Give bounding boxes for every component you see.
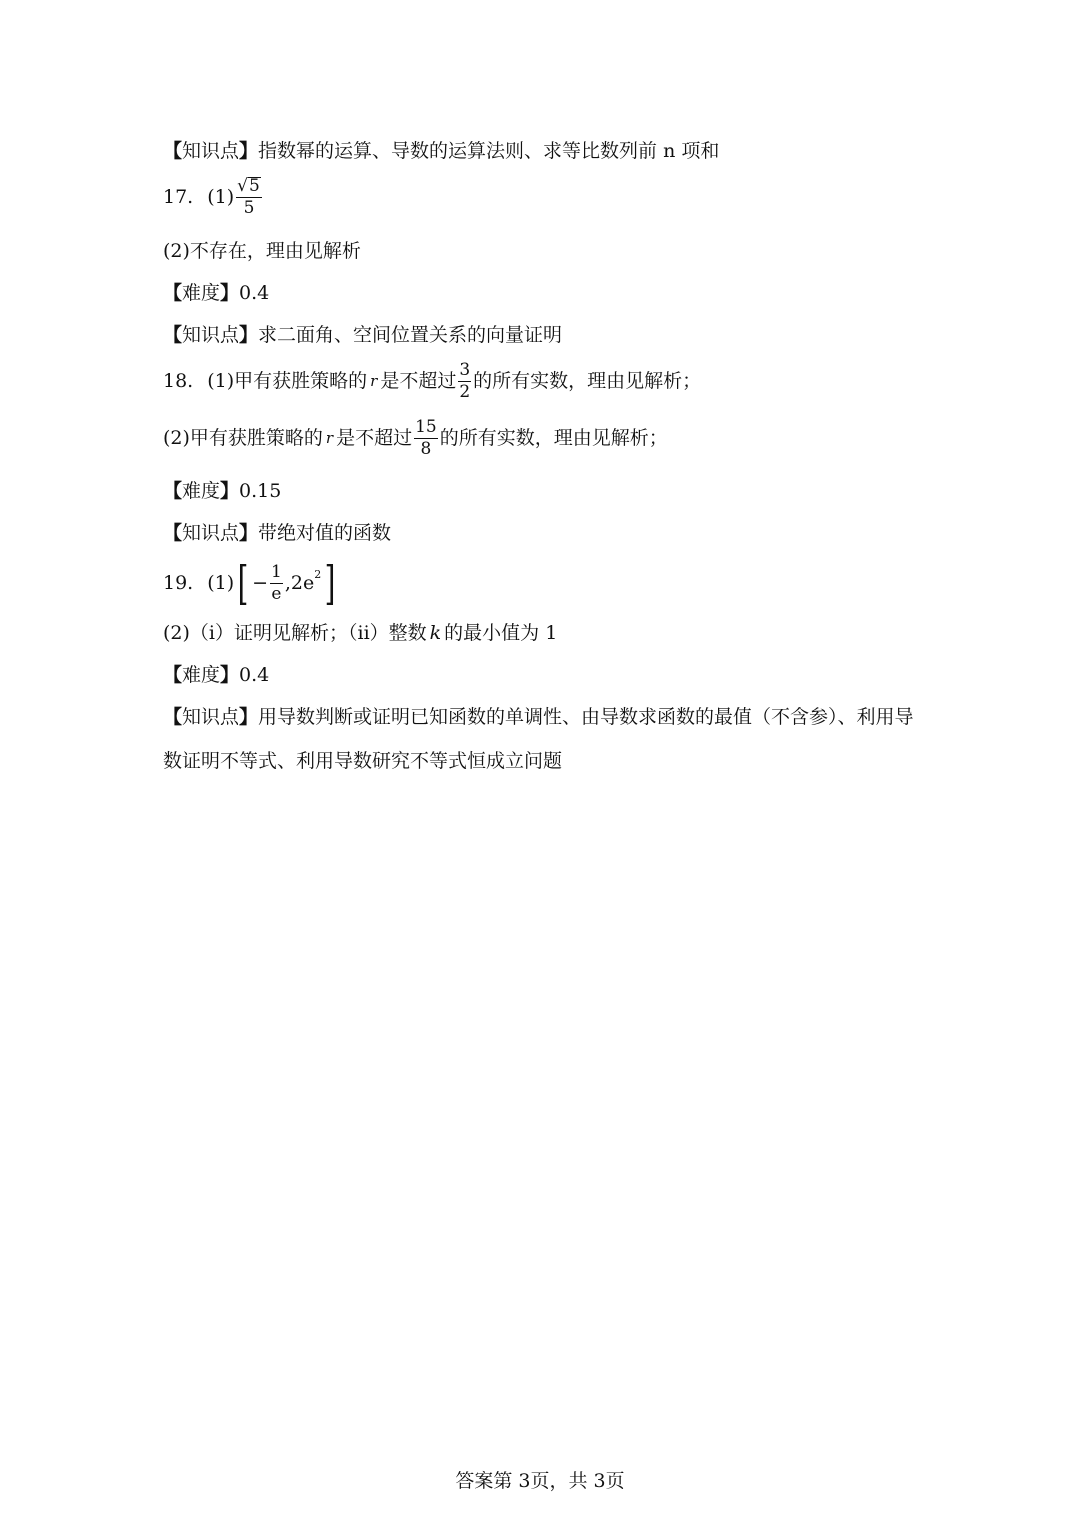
difficulty-value: 0.4 bbox=[239, 282, 270, 304]
right-bracket: ] bbox=[324, 556, 336, 610]
tag-close-bracket: 】 bbox=[239, 140, 259, 162]
fraction-sqrt5-over-5 bbox=[236, 177, 262, 217]
fraction-15-over-8 bbox=[414, 419, 438, 458]
knowledge-point-line bbox=[163, 524, 391, 543]
knowledge-point-line bbox=[163, 142, 719, 161]
tag-close-bracket: 】 bbox=[239, 522, 259, 544]
knowledge-point-text: 数证明不等式、利用导数研究不等式恒成立问题 bbox=[163, 750, 563, 772]
exponent: 2 bbox=[314, 567, 322, 581]
tag-close-bracket: 】 bbox=[239, 706, 259, 728]
fraction-numerator: 15 bbox=[415, 417, 437, 437]
fraction-numerator: 1 bbox=[271, 561, 282, 582]
tag-open-bracket: 【 bbox=[163, 664, 183, 686]
variable-r: r bbox=[325, 429, 334, 447]
interval-upper-bound: ,2e bbox=[284, 571, 315, 594]
tag-close-bracket: 】 bbox=[220, 664, 240, 686]
fraction-1-over-e bbox=[270, 561, 283, 604]
answer-text-prefix: (2)（i）证明见解析；（ii）整数 bbox=[163, 622, 427, 644]
tag-open-bracket: 【 bbox=[163, 522, 183, 544]
part-label: (1) bbox=[207, 185, 235, 208]
tag-label: 知识点 bbox=[182, 324, 240, 346]
question-19-part-2 bbox=[163, 624, 557, 643]
variable-r: r bbox=[370, 372, 378, 390]
tag-label: 难度 bbox=[182, 664, 221, 686]
tag-open-bracket: 【 bbox=[163, 706, 183, 728]
tag-open-bracket: 【 bbox=[163, 282, 183, 304]
tag-close-bracket: 】 bbox=[239, 324, 259, 346]
fraction-3-over-2 bbox=[458, 362, 471, 401]
question-18-part-2 bbox=[163, 419, 668, 458]
tag-open-bracket: 【 bbox=[163, 324, 183, 346]
question-number: 19. bbox=[163, 571, 194, 594]
part-label: (1) bbox=[207, 571, 235, 594]
sqrt-icon: √ bbox=[237, 176, 248, 196]
tag-label: 知识点 bbox=[182, 522, 240, 544]
fraction-numerator: 3 bbox=[459, 360, 471, 380]
answer-text-suffix: 的所有实数，理由见解析； bbox=[439, 427, 668, 449]
answer-text-suffix: 的最小值为 1 bbox=[444, 622, 558, 644]
knowledge-point-text: 指数幂的运算、导数的运算法则、求等比数列前 n 项和 bbox=[258, 140, 720, 162]
variable-k: k bbox=[429, 622, 442, 644]
tag-label: 知识点 bbox=[182, 706, 240, 728]
page-footer: 答案第 3页，共 3页 bbox=[455, 1470, 625, 1492]
question-17-part-2 bbox=[163, 242, 361, 261]
question-number: 17. bbox=[163, 185, 194, 208]
knowledge-point-line bbox=[163, 708, 914, 727]
answer-text-prefix: (1)甲有获胜策略的 bbox=[207, 370, 368, 392]
knowledge-point-line bbox=[163, 326, 562, 345]
answer-text-suffix: 的所有实数，理由见解析； bbox=[473, 370, 702, 392]
tag-label: 知识点 bbox=[182, 140, 240, 162]
difficulty-value: 0.4 bbox=[239, 664, 270, 686]
tag-label: 难度 bbox=[182, 282, 221, 304]
difficulty-line bbox=[163, 284, 269, 303]
difficulty-line bbox=[163, 666, 269, 685]
tag-open-bracket: 【 bbox=[163, 480, 183, 502]
question-18-part-1 bbox=[163, 362, 701, 401]
difficulty-value: 0.15 bbox=[239, 480, 282, 502]
fraction-denominator: 5 bbox=[243, 198, 255, 218]
answer-text-mid: 是不超过 bbox=[380, 370, 457, 392]
tag-close-bracket: 】 bbox=[220, 480, 240, 502]
minus-sign: − bbox=[252, 571, 269, 594]
question-number: 18. bbox=[163, 370, 194, 392]
left-bracket: [ bbox=[237, 556, 249, 610]
knowledge-point-continuation bbox=[163, 752, 562, 771]
tag-open-bracket: 【 bbox=[163, 140, 183, 162]
answer-text-mid: 是不超过 bbox=[336, 427, 413, 449]
fraction-denominator: 2 bbox=[459, 382, 471, 402]
fraction-denominator: 8 bbox=[420, 439, 432, 459]
tag-close-bracket: 】 bbox=[220, 282, 240, 304]
difficulty-line bbox=[163, 482, 281, 501]
sqrt-radicand: 5 bbox=[248, 176, 260, 196]
question-19-part-1 bbox=[163, 556, 339, 610]
knowledge-point-text: 用导数判断或证明已知函数的单调性、由导数求函数的最值（不含参）、利用导 bbox=[258, 706, 914, 728]
answer-text: (2)不存在，理由见解析 bbox=[163, 240, 361, 262]
knowledge-point-text: 求二面角、空间位置关系的向量证明 bbox=[258, 324, 563, 346]
tag-label: 难度 bbox=[182, 480, 221, 502]
answer-text-prefix: (2)甲有获胜策略的 bbox=[163, 427, 323, 449]
knowledge-point-text: 带绝对值的函数 bbox=[258, 522, 392, 544]
fraction-denominator: e bbox=[271, 583, 282, 604]
question-17-part-1 bbox=[163, 177, 264, 217]
